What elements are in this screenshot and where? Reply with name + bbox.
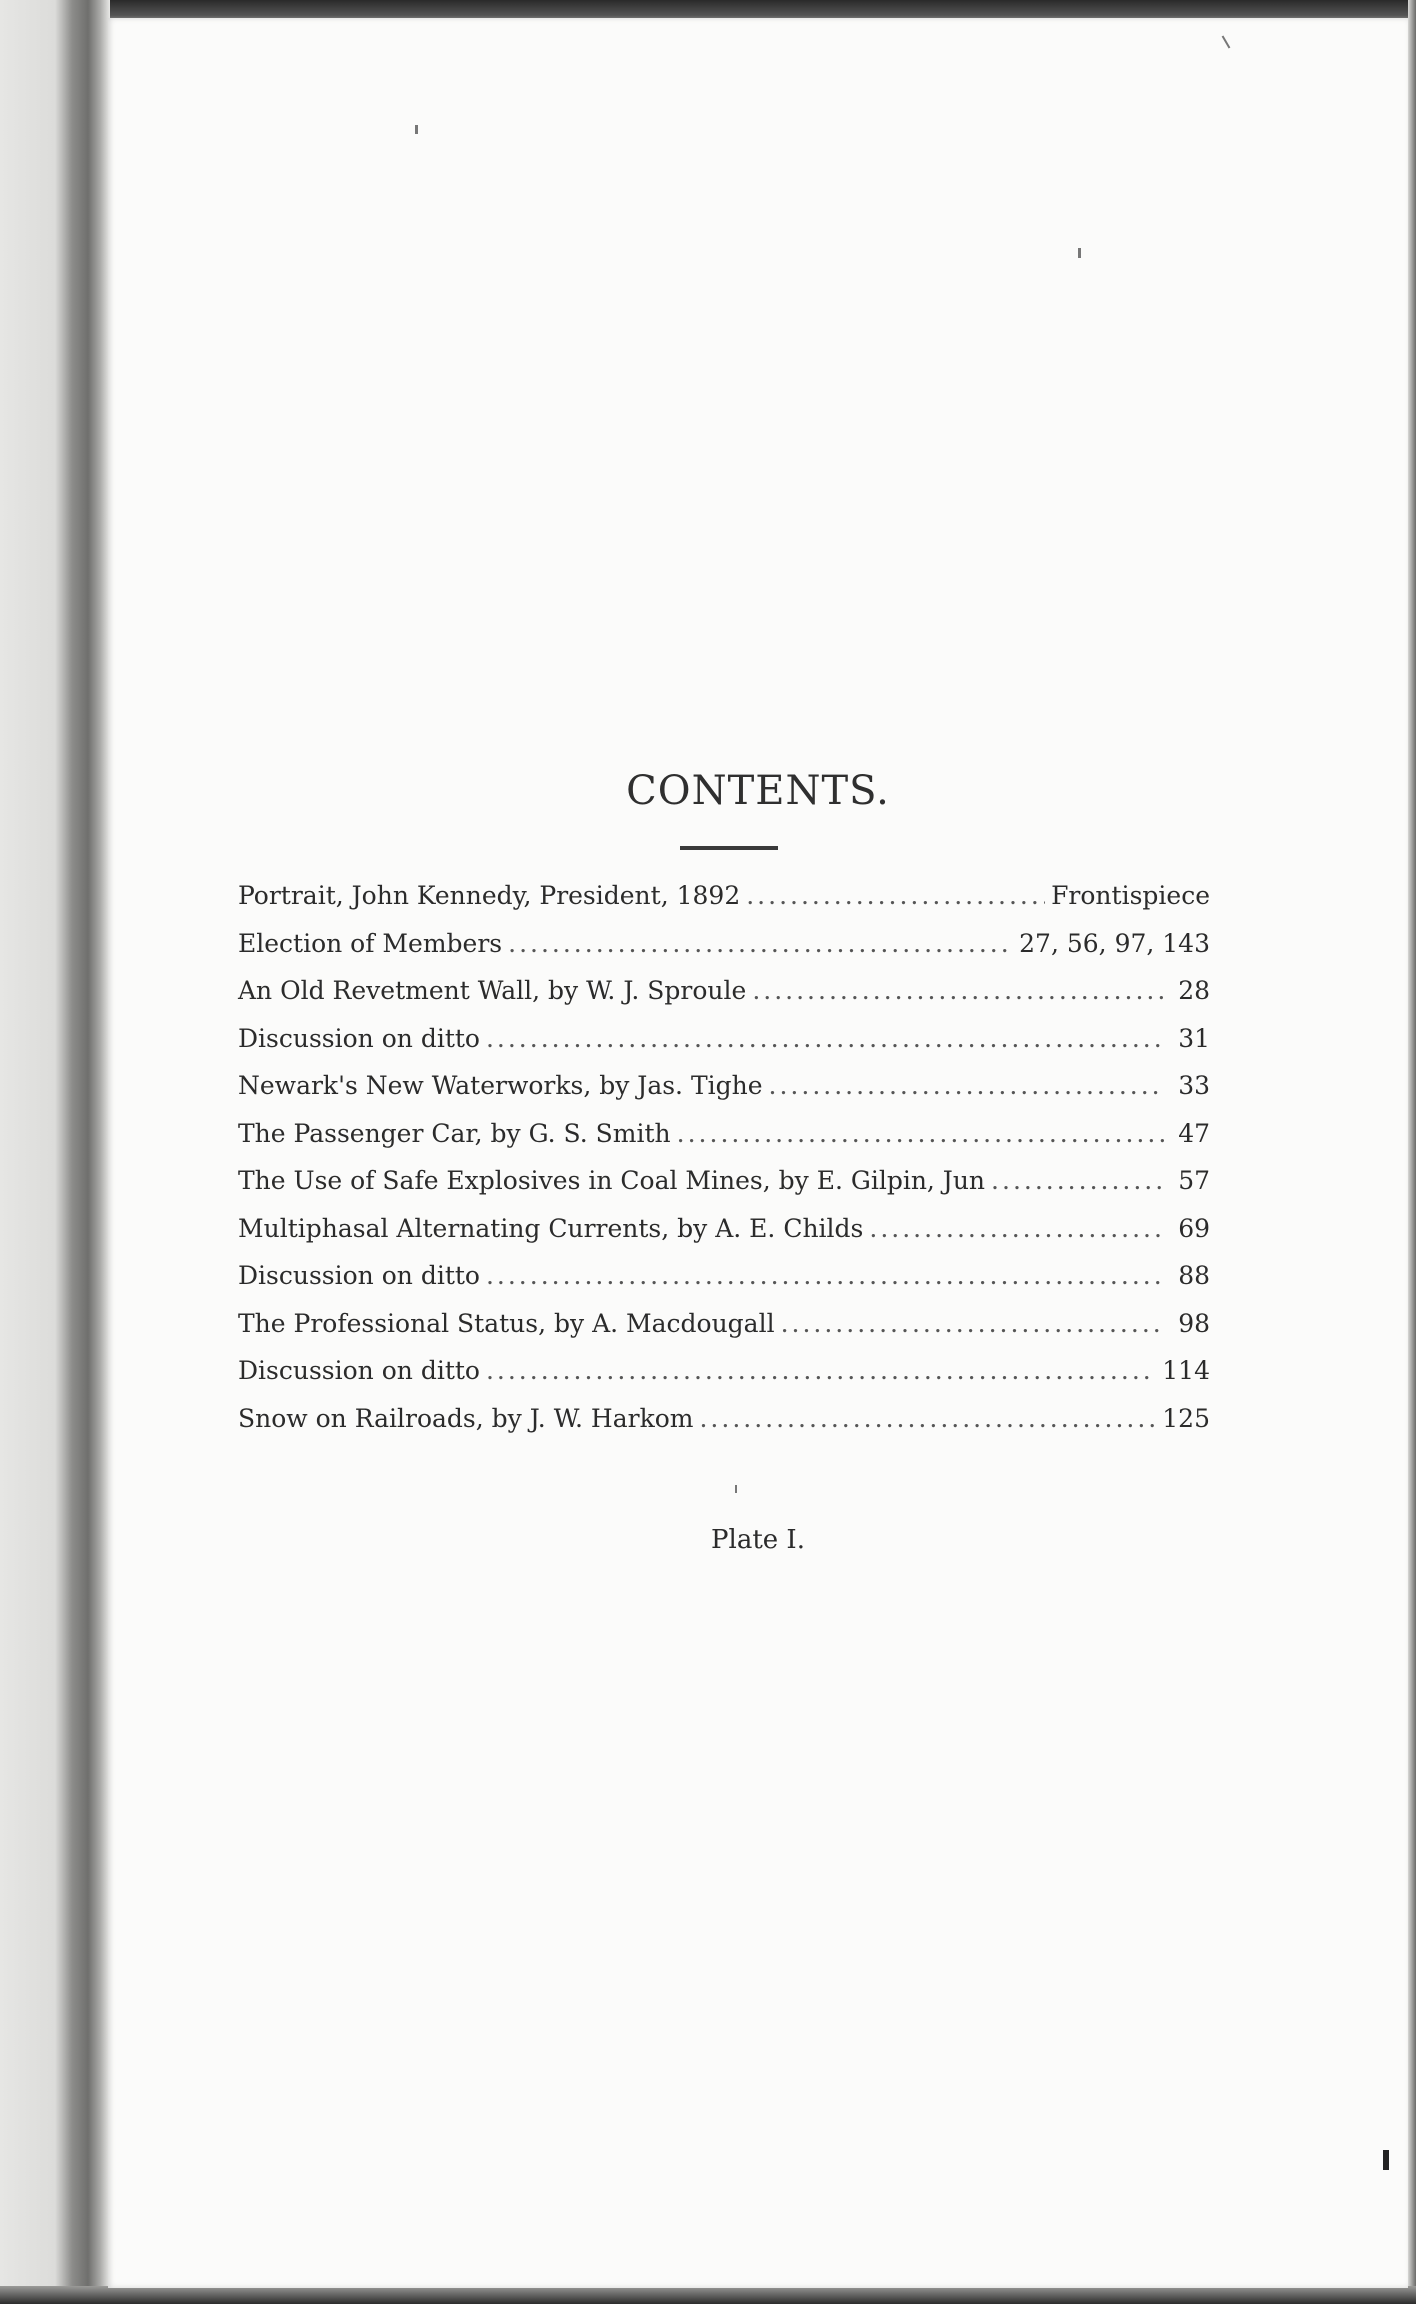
scan-right-edge (1408, 0, 1416, 2304)
toc-leader-dots (486, 1015, 1164, 1063)
toc-leader-dots (991, 1157, 1164, 1205)
toc-entry-title: The Professional Status, by A. Macdougall (238, 1308, 775, 1338)
toc-leader-dots (486, 1347, 1156, 1395)
toc-entry-page: 28 (1178, 976, 1210, 1005)
toc-entry (238, 1157, 1210, 1205)
toc-leader-dots (699, 1395, 1156, 1443)
page-speck (735, 1485, 737, 1493)
toc-leader-dots (869, 1205, 1164, 1253)
toc-entry-title: The Use of Safe Explosives in Coal Mines, by E. Gilpin, Jun (238, 1166, 986, 1195)
toc-leader-dots (677, 1110, 1164, 1158)
toc-entry (238, 872, 1210, 920)
title-rule (680, 846, 778, 850)
toc-entry-page: 57 (1178, 1166, 1210, 1195)
toc-entry-page: 98 (1178, 1308, 1210, 1338)
table-of-contents (238, 872, 1210, 1442)
toc-entry-page: 88 (1178, 1261, 1210, 1290)
toc-entry (238, 1205, 1210, 1253)
toc-entry (238, 1347, 1210, 1395)
toc-leader-dots (746, 872, 1045, 920)
toc-entry (238, 1395, 1210, 1443)
toc-entry (238, 1252, 1210, 1300)
toc-entry-title: Discussion on ditto (238, 1356, 480, 1385)
toc-entry-title: Portrait, John Kennedy, President, 1892 (238, 881, 741, 910)
toc-entry (238, 1062, 1210, 1110)
toc-entry-page: 114 (1162, 1356, 1210, 1385)
toc-entry-title: Multiphasal Alternating Currents, by A. E. Childs (238, 1213, 864, 1243)
toc-entry-title: Discussion on ditto (238, 1261, 480, 1290)
toc-entry-page: 27, 56, 97, 143 (1019, 928, 1210, 958)
plate-caption: Plate I. (711, 1525, 805, 1555)
toc-entry-title: Election of Members (238, 928, 503, 958)
toc-entry-page: 47 (1178, 1118, 1210, 1148)
toc-leader-dots (781, 1300, 1164, 1348)
toc-entry-title: The Passenger Car, by G. S. Smith (238, 1118, 671, 1148)
toc-entry-page: 33 (1178, 1071, 1210, 1100)
page-title: CONTENTS. (626, 768, 890, 814)
scan-bottom-edge (0, 2286, 1416, 2304)
toc-entry-page: 31 (1178, 1023, 1210, 1053)
toc-entry-title: Snow on Railroads, by J. W. Harkom (238, 1403, 694, 1433)
toc-entry-title: Discussion on ditto (238, 1023, 480, 1053)
toc-entry (238, 967, 1210, 1015)
toc-entry-title: An Old Revetment Wall, by W. J. Sproule (238, 976, 747, 1005)
toc-entry-page: 125 (1162, 1403, 1210, 1433)
toc-leader-dots (769, 1062, 1164, 1110)
toc-leader-dots (486, 1252, 1164, 1300)
toc-entry-page: 69 (1178, 1213, 1210, 1243)
page-speck (415, 125, 418, 134)
toc-entry (238, 920, 1210, 968)
toc-entry (238, 1015, 1210, 1063)
book-binding-gutter (0, 0, 110, 2304)
page-speck (1078, 248, 1081, 258)
toc-entry (238, 1110, 1210, 1158)
toc-leader-dots (508, 920, 1013, 968)
toc-entry (238, 1300, 1210, 1348)
toc-entry-title: Newark's New Waterworks, by Jas. Tighe (238, 1071, 763, 1100)
toc-entry-page: Frontispiece (1051, 881, 1210, 910)
toc-leader-dots (752, 967, 1164, 1015)
page-speck (1383, 2150, 1389, 2170)
